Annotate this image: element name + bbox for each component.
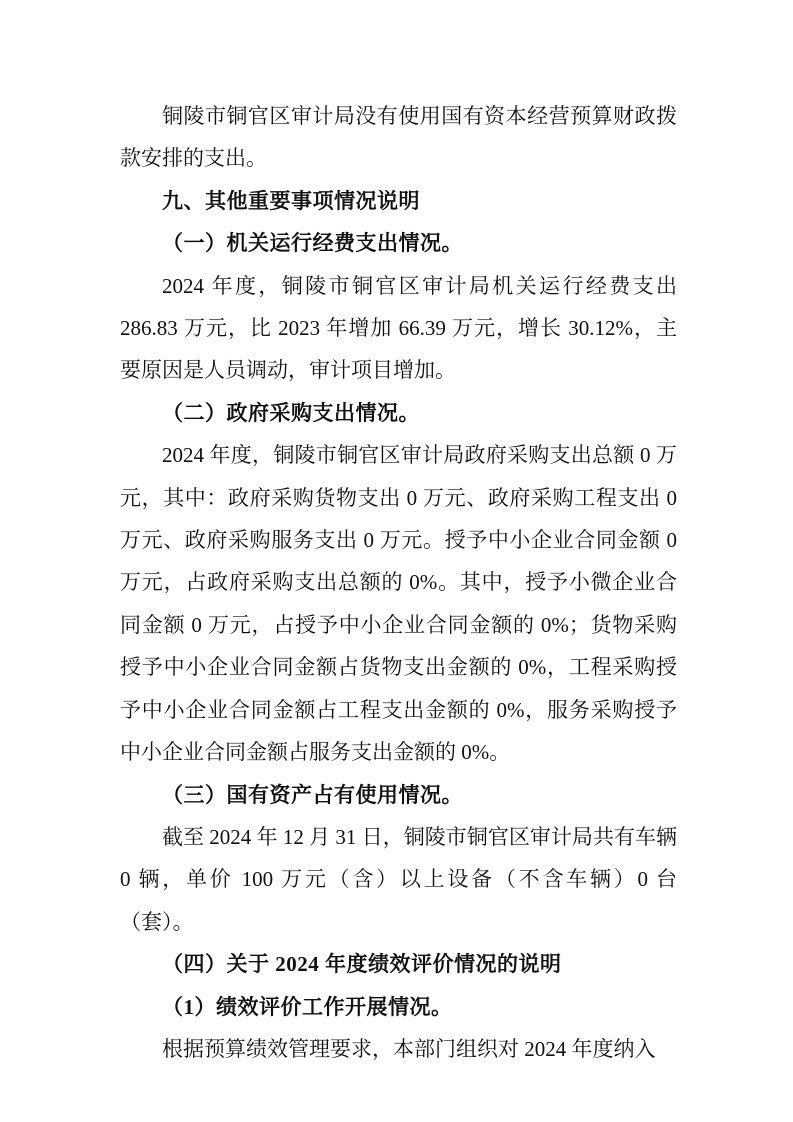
heading-performance-evaluation-work: （1）绩效评价工作开展情况。 — [162, 994, 453, 1019]
heading-9-3-state-assets: （三）国有资产占有使用情况。 — [162, 782, 463, 807]
paragraph-performance-evaluation-intro: 根据预算绩效管理要求，本部门组织对 2024 年度纳入 — [162, 1036, 656, 1061]
paragraph-government-procurement-detail: 2024 年度，铜陵市铜官区审计局政府采购支出总额 0 万元，其中：政府采购货物支出 0 万元、政府采购工程支出 0 万元、政府采购服务支出 0 万元。授予中小企业合同金额 0 万元，占政府采购支出总额的 0%。其中，授予小微企业合同金额 0 万元，占授予中小企业合同金额的 0%；货物采购授予中小企业合同金额占货物支出金额的 0%，工程采购授予中小企业合同金额占工程支出金额的 0%，服务采购授予中小企业合同金额占服务支出金额的 0%。 — [120, 443, 677, 765]
heading-section-9-other-important-matters: 九、其他重要事项情况说明 — [162, 188, 420, 213]
paragraph-operating-expenses-detail: 2024 年度，铜陵市铜官区审计局机关运行经费支出 286.83 万元，比 2023 年增加 66.39 万元，增长 30.12%，主要原因是人员调动，审计项目增加。 — [120, 273, 677, 383]
heading-9-4-performance-evaluation: （四）关于 2024 年度绩效评价情况的说明 — [162, 952, 562, 977]
paragraph-state-capital-expenditure: 铜陵市铜官区审计局没有使用国有资本经营预算财政拨款安排的支出。 — [120, 104, 677, 171]
paragraph-state-assets-detail: 截至 2024 年 12 月 31 日，铜陵市铜官区审计局共有车辆 0 辆，单价 100 万元（含）以上设备（不含车辆）0 台（套）。 — [120, 824, 677, 934]
heading-9-1-operating-expenses: （一）机关运行经费支出情况。 — [162, 231, 463, 256]
document-content — [120, 95, 677, 1070]
heading-9-2-government-procurement: （二）政府采购支出情况。 — [162, 400, 420, 425]
